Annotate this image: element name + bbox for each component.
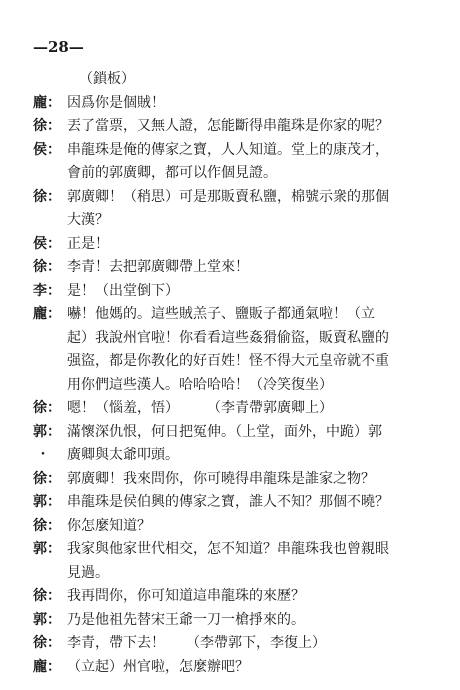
line-text: 滿懷深仇恨，何日把冤伸。（上堂，面外，中跪）郭 — [67, 423, 382, 440]
continuation-line — [0, 209, 450, 231]
stage-direction-line — [0, 68, 450, 90]
speaker-label: 徐： — [33, 400, 61, 416]
line-text: 會前的郭廣卿，都可以作個見證。 — [67, 165, 277, 181]
line-text: 嚇！他媽的。這些賊羔子、鹽販子都通氣啦！（立 — [67, 306, 375, 322]
continuation-line — [0, 562, 450, 584]
line-text: 用你們這些漢人。哈哈哈哈！（冷笑復坐） — [67, 376, 333, 393]
speaker-label: 郭： — [33, 494, 61, 510]
dialogue-line — [0, 397, 450, 419]
dialogue-line — [0, 538, 450, 560]
speaker-label: 徐： — [33, 588, 61, 604]
line-text: 廣卿與太爺叩頭。 — [67, 447, 179, 463]
line-text: （鎖板） — [79, 71, 135, 87]
line-text: 串龍珠是侯伯興的傳家之寶，誰人不知？那個不曉？ — [67, 494, 389, 510]
continuation-line — [0, 162, 450, 184]
speaker-label: 徐： — [33, 259, 61, 275]
speaker-label: 侯： — [33, 235, 61, 252]
speaker-label: 徐： — [33, 118, 61, 134]
speaker-label: 龐： — [33, 94, 61, 111]
line-text: 大漢？ — [67, 212, 109, 228]
speaker-label: 徐： — [33, 188, 61, 205]
line-text: 郭廣卿！我來問你，你可曉得串龍珠是誰家之物？ — [67, 470, 375, 487]
dialogue-line — [0, 303, 450, 325]
dialogue-line — [0, 139, 450, 161]
speaker-label: 龐： — [33, 306, 61, 322]
line-text: 正是！ — [67, 235, 109, 252]
dialogue-line — [0, 115, 450, 137]
dialogue-line — [0, 585, 450, 607]
dialogue-line — [0, 92, 450, 114]
continuation-line — [0, 374, 450, 396]
speaker-label: 侯： — [33, 141, 61, 158]
line-text: 李青！去把郭廣卿帶上堂來！ — [67, 259, 249, 275]
dialogue-line — [0, 491, 450, 513]
speaker-label: 李： — [33, 282, 61, 299]
dialogue-line — [0, 256, 450, 278]
speaker-label: 徐： — [33, 470, 61, 487]
line-text: 串龍珠是俺的傳家之寶，人人知道。堂上的康茂才， — [67, 141, 389, 158]
dialogue-line — [0, 421, 450, 443]
line-text: 强盜，都是你教化的好百姓！怪不得大元皇帝就不重 — [67, 353, 389, 369]
dialogue-line — [0, 280, 450, 302]
line-text: 因爲你是個賊！ — [67, 94, 165, 111]
line-text: 起）我說州官啦！你看看這些姦猾偷盜，販賣私鹽的 — [67, 329, 389, 346]
line-text: 嗯！（惱羞，悟） （李青帶郭廣卿上） — [67, 400, 333, 416]
dialogue-line — [0, 515, 450, 537]
dialogue-line — [0, 233, 450, 255]
speaker-label: 徐： — [33, 517, 61, 534]
line-text: 李青，帶下去！ （李帶郭下，李復上） — [67, 635, 326, 651]
dialogue-line — [0, 632, 450, 654]
dialogue-line — [0, 468, 450, 490]
speaker-label: 徐： — [33, 635, 61, 651]
continuation-line — [0, 350, 450, 372]
line-text: （立起）州官啦，怎麼辦吧？ — [67, 658, 249, 675]
line-text: 我再問你，你可知道這串龍珠的來歷？ — [67, 588, 305, 604]
speaker-label: 郭： — [33, 611, 61, 628]
line-text: 丟了當票，又無人證，怎能斷得串龍珠是你家的呢？ — [67, 118, 389, 134]
line-text: 乃是他祖先替宋王爺一刀一槍掙來的。 — [67, 611, 305, 628]
continuation-line — [0, 444, 450, 466]
speaker-label: 郭： — [33, 423, 61, 440]
dialogue-line — [0, 609, 450, 631]
dialogue-line — [0, 186, 450, 208]
line-text: 見過。 — [67, 564, 109, 581]
page-number: —28— — [33, 38, 84, 56]
dialogue-line — [0, 656, 450, 678]
line-text: 郭廣卿！（稍思）可是那販賣私鹽，棉號示衆的那個 — [67, 188, 389, 205]
continuation-line — [0, 327, 450, 349]
line-text: 是！（出堂倒下） — [67, 282, 179, 299]
speaker-label: 龐： — [33, 658, 61, 675]
line-text: 你怎麼知道？ — [67, 517, 151, 534]
margin-mark: ・ — [36, 447, 50, 463]
line-text: 我家與他家世代相交，怎不知道？串龍珠我也曾親眼 — [67, 541, 389, 557]
speaker-label: 郭： — [33, 541, 61, 557]
